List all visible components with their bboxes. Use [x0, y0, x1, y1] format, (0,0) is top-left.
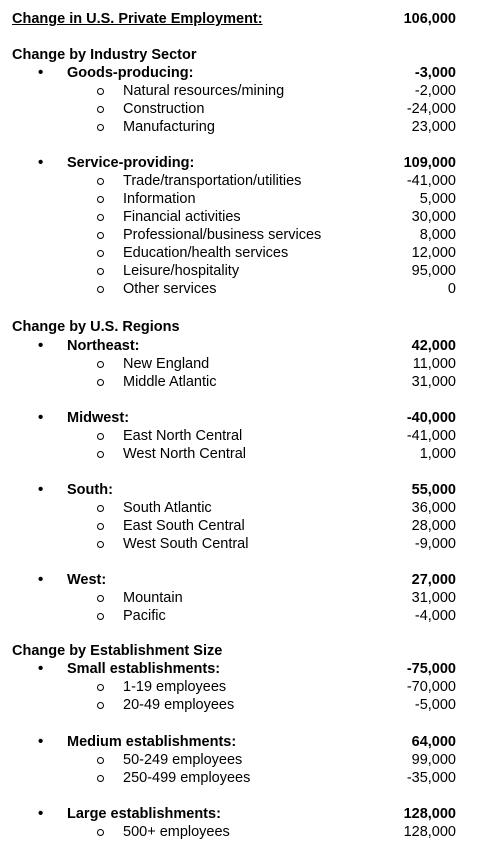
hollow-bullet-icon: [97, 286, 104, 293]
bullet-icon: •: [38, 154, 44, 171]
bullet-icon: •: [38, 660, 44, 677]
category-value: -75,000: [406, 661, 456, 677]
hollow-bullet-icon: [97, 178, 104, 185]
subcategory-value: -35,000: [406, 770, 456, 786]
subcategory-row: [0, 751, 500, 769]
subcategory-row: [0, 517, 500, 535]
category-label: Northeast:: [67, 338, 140, 354]
bullet-icon: •: [38, 481, 44, 498]
subcategory-label: Pacific: [123, 608, 166, 624]
subcategory-row: [0, 262, 500, 280]
subcategory-label: Information: [123, 191, 196, 207]
category-value: 27,000: [411, 572, 456, 588]
subcategory-label: Construction: [123, 101, 205, 117]
subcategory-label: Natural resources/mining: [123, 83, 285, 99]
hollow-bullet-icon: [97, 451, 104, 458]
subcategory-value: 99,000: [411, 752, 456, 768]
subcategory-row: [0, 823, 500, 841]
total-value: 106,000: [403, 11, 456, 27]
subcategory-row: [0, 427, 500, 445]
hollow-bullet-icon: [97, 505, 104, 512]
category-value: 64,000: [411, 734, 456, 750]
subcategory-value: 8,000: [419, 227, 456, 243]
subcategory-row: [0, 208, 500, 226]
subcategory-row: [0, 226, 500, 244]
category-label: West:: [67, 572, 107, 588]
category-label: Medium establishments:: [67, 734, 237, 750]
category-row: [0, 337, 500, 355]
hollow-bullet-icon: [97, 613, 104, 620]
subcategory-label: West South Central: [123, 536, 249, 552]
subcategory-label: 500+ employees: [123, 824, 230, 840]
category-label: Service-providing:: [67, 155, 195, 171]
subcategory-value: 28,000: [411, 518, 456, 534]
category-label: Midwest:: [67, 410, 130, 426]
subcategory-label: Other services: [123, 281, 217, 297]
hollow-bullet-icon: [97, 214, 104, 221]
category-row: [0, 571, 500, 589]
subcategory-label: Manufacturing: [123, 119, 215, 135]
subcategory-value: 31,000: [411, 374, 456, 390]
category-row: [0, 481, 500, 499]
subcategory-label: 250-499 employees: [123, 770, 251, 786]
category-value: 42,000: [411, 338, 456, 354]
category-value: 128,000: [403, 806, 456, 822]
category-row: [0, 154, 500, 172]
subcategory-value: 36,000: [411, 500, 456, 516]
subcategory-label: 50-249 employees: [123, 752, 243, 768]
subcategory-row: [0, 499, 500, 517]
category-row: [0, 733, 500, 751]
subcategory-label: Professional/business services: [123, 227, 322, 243]
section-heading: Change by Industry Sector: [12, 47, 197, 63]
hollow-bullet-icon: [97, 361, 104, 368]
subcategory-value: 23,000: [411, 119, 456, 135]
subcategory-value: 12,000: [411, 245, 456, 261]
category-label: South:: [67, 482, 113, 498]
subcategory-value: -70,000: [406, 679, 456, 695]
subcategory-row: [0, 589, 500, 607]
hollow-bullet-icon: [97, 829, 104, 836]
subcategory-value: -41,000: [406, 173, 456, 189]
bullet-icon: •: [38, 571, 44, 588]
category-value: 109,000: [403, 155, 456, 171]
section-heading: Change by Establishment Size: [12, 643, 223, 659]
subcategory-row: [0, 118, 500, 136]
bullet-icon: •: [38, 733, 44, 750]
bullet-icon: •: [38, 409, 44, 426]
subcategory-value: 11,000: [412, 356, 456, 372]
hollow-bullet-icon: [97, 523, 104, 530]
subcategory-label: 1-19 employees: [123, 679, 227, 695]
subcategory-label: East South Central: [123, 518, 245, 534]
hollow-bullet-icon: [97, 379, 104, 386]
subcategory-row: [0, 373, 500, 391]
subcategory-label: Trade/transportation/utilities: [123, 173, 302, 189]
hollow-bullet-icon: [97, 250, 104, 257]
subcategory-label: Education/health services: [123, 245, 289, 261]
category-row: [0, 805, 500, 823]
hollow-bullet-icon: [97, 541, 104, 548]
report-title-row: [0, 10, 500, 28]
subcategory-row: [0, 244, 500, 262]
category-value: -40,000: [406, 410, 456, 426]
subcategory-value: -5,000: [414, 697, 456, 713]
category-label: Large establishments:: [67, 806, 221, 822]
section-heading: Change by U.S. Regions: [12, 319, 180, 335]
category-value: -3,000: [414, 65, 456, 81]
subcategory-row: [0, 445, 500, 463]
subcategory-row: [0, 82, 500, 100]
hollow-bullet-icon: [97, 106, 104, 113]
category-row: [0, 409, 500, 427]
subcategory-row: [0, 769, 500, 787]
subcategory-value: 95,000: [411, 263, 456, 279]
subcategory-row: [0, 678, 500, 696]
hollow-bullet-icon: [97, 757, 104, 764]
hollow-bullet-icon: [97, 775, 104, 782]
subcategory-row: [0, 190, 500, 208]
subcategory-label: Financial activities: [123, 209, 241, 225]
subcategory-value: -4,000: [414, 608, 456, 624]
subcategory-row: [0, 607, 500, 625]
hollow-bullet-icon: [97, 684, 104, 691]
hollow-bullet-icon: [97, 124, 104, 131]
subcategory-label: Mountain: [123, 590, 183, 606]
category-label: Small establishments:: [67, 661, 221, 677]
category-value: 55,000: [411, 482, 456, 498]
subcategory-label: West North Central: [123, 446, 247, 462]
subcategory-value: -41,000: [406, 428, 456, 444]
hollow-bullet-icon: [97, 232, 104, 239]
hollow-bullet-icon: [97, 595, 104, 602]
hollow-bullet-icon: [97, 268, 104, 275]
subcategory-row: [0, 100, 500, 118]
category-label: Goods-producing:: [67, 65, 194, 81]
hollow-bullet-icon: [97, 702, 104, 709]
hollow-bullet-icon: [97, 196, 104, 203]
subcategory-value: 5,000: [419, 191, 456, 207]
section-heading-row: [0, 642, 500, 660]
subcategory-value: -2,000: [414, 83, 456, 99]
subcategory-label: 20-49 employees: [123, 697, 235, 713]
subcategory-label: South Atlantic: [123, 500, 212, 516]
subcategory-value: 1,000: [419, 446, 456, 462]
subcategory-label: Leisure/hospitality: [123, 263, 240, 279]
subcategory-value: 128,000: [403, 824, 456, 840]
bullet-icon: •: [38, 337, 44, 354]
subcategory-value: 31,000: [411, 590, 456, 606]
subcategory-label: Middle Atlantic: [123, 374, 217, 390]
subcategory-row: [0, 355, 500, 373]
section-heading-row: [0, 46, 500, 64]
bullet-icon: •: [38, 805, 44, 822]
subcategory-value: -24,000: [406, 101, 456, 117]
report-title: Change in U.S. Private Employment:: [12, 11, 263, 27]
hollow-bullet-icon: [97, 433, 104, 440]
subcategory-row: [0, 535, 500, 553]
subcategory-row: [0, 280, 500, 298]
subcategory-label: East North Central: [123, 428, 243, 444]
subcategory-value: 0: [447, 281, 456, 297]
subcategory-value: -9,000: [414, 536, 456, 552]
subcategory-row: [0, 696, 500, 714]
section-heading-row: [0, 318, 500, 336]
subcategory-row: [0, 172, 500, 190]
category-row: [0, 64, 500, 82]
category-row: [0, 660, 500, 678]
hollow-bullet-icon: [97, 88, 104, 95]
bullet-icon: •: [38, 64, 44, 81]
subcategory-label: New England: [123, 356, 210, 372]
subcategory-value: 30,000: [411, 209, 456, 225]
